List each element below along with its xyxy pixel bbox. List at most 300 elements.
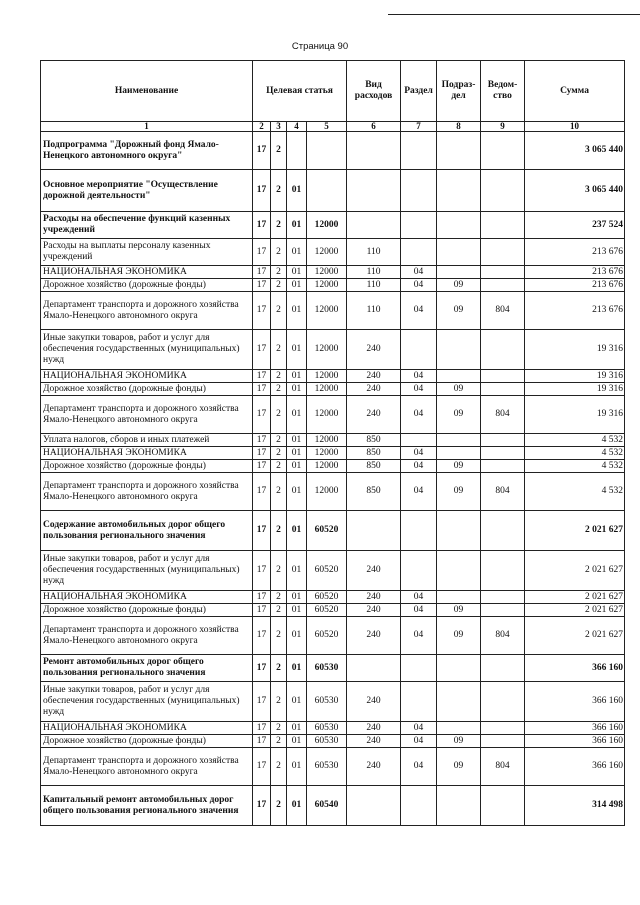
row-department: 804	[481, 748, 525, 786]
row-subsection	[437, 722, 481, 735]
row-program: 17	[253, 132, 271, 170]
row-event: 01	[287, 655, 307, 682]
row-department	[481, 279, 525, 292]
row-exp-type: 850	[347, 460, 401, 473]
row-section	[401, 170, 437, 212]
col-number: 9	[481, 122, 525, 132]
row-program: 17	[253, 511, 271, 551]
row-department	[481, 170, 525, 212]
row-subsection	[437, 370, 481, 383]
row-department	[481, 735, 525, 748]
row-direction: 60520	[307, 511, 347, 551]
row-department	[481, 655, 525, 682]
row-name: Департамент транспорта и дорожного хозяйства Ямало-Ненецкого автономного округа	[41, 292, 253, 330]
row-name: Дорожное хозяйство (дорожные фонды)	[41, 735, 253, 748]
row-subsection: 09	[437, 617, 481, 655]
row-subsection	[437, 330, 481, 370]
col-number: 7	[401, 122, 437, 132]
row-event: 01	[287, 473, 307, 511]
col-number: 5	[307, 122, 347, 132]
row-exp-type: 110	[347, 266, 401, 279]
top-rule	[388, 14, 640, 15]
row-department: 804	[481, 292, 525, 330]
row-direction: 12000	[307, 447, 347, 460]
table-row	[41, 266, 625, 279]
row-subsection: 09	[437, 279, 481, 292]
table-row	[41, 786, 625, 826]
row-name: НАЦИОНАЛЬНАЯ ЭКОНОМИКА	[41, 266, 253, 279]
row-event: 01	[287, 617, 307, 655]
row-department	[481, 682, 525, 722]
row-subprogram: 2	[271, 292, 287, 330]
row-subprogram: 2	[271, 617, 287, 655]
row-sum: 4 532	[525, 447, 625, 460]
row-department	[481, 370, 525, 383]
row-sum: 2 021 627	[525, 604, 625, 617]
row-event	[287, 132, 307, 170]
row-event: 01	[287, 786, 307, 826]
row-subsection	[437, 239, 481, 266]
row-section: 04	[401, 473, 437, 511]
table-row	[41, 722, 625, 735]
row-department	[481, 434, 525, 447]
row-sum: 4 532	[525, 473, 625, 511]
row-subsection: 09	[437, 604, 481, 617]
row-subprogram: 2	[271, 170, 287, 212]
row-event: 01	[287, 396, 307, 434]
row-sum: 2 021 627	[525, 511, 625, 551]
table-row	[41, 655, 625, 682]
row-sum: 366 160	[525, 722, 625, 735]
row-subprogram: 2	[271, 591, 287, 604]
row-subprogram: 2	[271, 396, 287, 434]
row-program: 17	[253, 591, 271, 604]
row-program: 17	[253, 473, 271, 511]
row-event: 01	[287, 447, 307, 460]
row-department	[481, 330, 525, 370]
table-row	[41, 434, 625, 447]
row-exp-type	[347, 212, 401, 239]
row-subprogram: 2	[271, 655, 287, 682]
row-sum: 2 021 627	[525, 591, 625, 604]
row-sum: 213 676	[525, 239, 625, 266]
row-subsection	[437, 682, 481, 722]
row-department	[481, 132, 525, 170]
row-direction: 60520	[307, 551, 347, 591]
row-department: 804	[481, 617, 525, 655]
row-program: 17	[253, 655, 271, 682]
table-row	[41, 370, 625, 383]
row-subprogram: 2	[271, 279, 287, 292]
row-direction: 60530	[307, 722, 347, 735]
row-exp-type: 240	[347, 330, 401, 370]
row-subprogram: 2	[271, 604, 287, 617]
table-row	[41, 170, 625, 212]
row-section	[401, 132, 437, 170]
row-name: Иные закупки товаров, работ и услуг для обеспечения государственных (муниципальных) нужд	[41, 330, 253, 370]
row-subsection	[437, 434, 481, 447]
row-subprogram: 2	[271, 370, 287, 383]
row-section	[401, 330, 437, 370]
row-exp-type	[347, 511, 401, 551]
row-direction: 12000	[307, 473, 347, 511]
row-program: 17	[253, 396, 271, 434]
row-program: 17	[253, 617, 271, 655]
row-direction: 12000	[307, 330, 347, 370]
row-section: 04	[401, 617, 437, 655]
row-direction: 60520	[307, 604, 347, 617]
col-number: 2	[253, 122, 271, 132]
row-program: 17	[253, 370, 271, 383]
row-direction: 60540	[307, 786, 347, 826]
row-sum: 2 021 627	[525, 617, 625, 655]
row-program: 17	[253, 551, 271, 591]
col-number: 4	[287, 122, 307, 132]
row-exp-type: 240	[347, 591, 401, 604]
row-event: 01	[287, 383, 307, 396]
row-name: Дорожное хозяйство (дорожные фонды)	[41, 383, 253, 396]
row-event: 01	[287, 239, 307, 266]
row-event: 01	[287, 279, 307, 292]
col-number: 1	[41, 122, 253, 132]
row-sum: 213 676	[525, 266, 625, 279]
row-section	[401, 511, 437, 551]
row-subsection: 09	[437, 292, 481, 330]
header-name: Наименование	[41, 61, 253, 122]
row-sum: 19 316	[525, 330, 625, 370]
row-program: 17	[253, 604, 271, 617]
header-section: Раздел	[401, 61, 437, 122]
row-name: Расходы на обеспечение функций казенных учреждений	[41, 212, 253, 239]
row-subsection: 09	[437, 735, 481, 748]
row-section: 04	[401, 604, 437, 617]
row-direction: 12000	[307, 434, 347, 447]
row-subprogram: 2	[271, 786, 287, 826]
row-name: НАЦИОНАЛЬНАЯ ЭКОНОМИКА	[41, 722, 253, 735]
row-exp-type	[347, 132, 401, 170]
row-section: 04	[401, 735, 437, 748]
row-subsection	[437, 266, 481, 279]
row-sum: 4 532	[525, 460, 625, 473]
table-row	[41, 460, 625, 473]
row-name: Иные закупки товаров, работ и услуг для обеспечения государственных (муниципальных) нужд	[41, 551, 253, 591]
row-department	[481, 604, 525, 617]
header-row	[41, 61, 625, 122]
row-direction: 60520	[307, 591, 347, 604]
row-program: 17	[253, 170, 271, 212]
row-subprogram: 2	[271, 434, 287, 447]
row-section	[401, 655, 437, 682]
row-subprogram: 2	[271, 266, 287, 279]
row-department	[481, 447, 525, 460]
row-subsection: 09	[437, 383, 481, 396]
header-department: Ведом-ство	[481, 61, 525, 122]
row-name: Департамент транспорта и дорожного хозяйства Ямало-Ненецкого автономного округа	[41, 617, 253, 655]
row-subsection: 09	[437, 396, 481, 434]
row-sum: 366 160	[525, 735, 625, 748]
row-name: Иные закупки товаров, работ и услуг для обеспечения государственных (муниципальных) нужд	[41, 682, 253, 722]
row-direction: 60530	[307, 655, 347, 682]
row-subprogram: 2	[271, 132, 287, 170]
table-row	[41, 212, 625, 239]
row-direction: 12000	[307, 212, 347, 239]
table-row	[41, 682, 625, 722]
row-direction: 12000	[307, 460, 347, 473]
row-exp-type: 110	[347, 239, 401, 266]
row-direction	[307, 132, 347, 170]
row-direction: 60530	[307, 682, 347, 722]
row-subsection: 09	[437, 748, 481, 786]
row-exp-type: 240	[347, 370, 401, 383]
row-exp-type: 850	[347, 473, 401, 511]
row-section: 04	[401, 460, 437, 473]
table-row	[41, 330, 625, 370]
row-event: 01	[287, 511, 307, 551]
row-program: 17	[253, 330, 271, 370]
row-direction: 12000	[307, 266, 347, 279]
row-name: НАЦИОНАЛЬНАЯ ЭКОНОМИКА	[41, 591, 253, 604]
row-exp-type: 110	[347, 279, 401, 292]
table-row	[41, 396, 625, 434]
row-subsection	[437, 447, 481, 460]
row-name: Ремонт автомобильных дорог общего пользования регионального значения	[41, 655, 253, 682]
row-subsection	[437, 786, 481, 826]
row-name: Подпрограмма "Дорожный фонд Ямало-Ненецкого автономного округа"	[41, 132, 253, 170]
row-department	[481, 212, 525, 239]
row-subprogram: 2	[271, 383, 287, 396]
row-department	[481, 591, 525, 604]
row-event: 01	[287, 292, 307, 330]
row-section	[401, 434, 437, 447]
row-name: Департамент транспорта и дорожного хозяйства Ямало-Ненецкого автономного округа	[41, 396, 253, 434]
row-name: Департамент транспорта и дорожного хозяйства Ямало-Ненецкого автономного округа	[41, 748, 253, 786]
budget-table	[40, 60, 625, 826]
row-name: Дорожное хозяйство (дорожные фонды)	[41, 604, 253, 617]
header-target: Целевая статья	[253, 61, 347, 122]
row-exp-type: 240	[347, 735, 401, 748]
row-event: 01	[287, 591, 307, 604]
row-exp-type: 240	[347, 682, 401, 722]
row-exp-type: 240	[347, 383, 401, 396]
row-subsection	[437, 591, 481, 604]
row-subsection: 09	[437, 460, 481, 473]
row-direction: 12000	[307, 279, 347, 292]
row-sum: 2 021 627	[525, 551, 625, 591]
table-row	[41, 617, 625, 655]
table-row	[41, 748, 625, 786]
row-program: 17	[253, 748, 271, 786]
row-exp-type	[347, 786, 401, 826]
row-program: 17	[253, 212, 271, 239]
row-sum: 213 676	[525, 292, 625, 330]
row-event: 01	[287, 682, 307, 722]
row-department	[481, 511, 525, 551]
row-program: 17	[253, 279, 271, 292]
row-event: 01	[287, 604, 307, 617]
row-subprogram: 2	[271, 330, 287, 370]
table-row	[41, 473, 625, 511]
row-sum: 19 316	[525, 370, 625, 383]
row-sum: 19 316	[525, 383, 625, 396]
row-section: 04	[401, 748, 437, 786]
row-department	[481, 460, 525, 473]
row-program: 17	[253, 292, 271, 330]
row-program: 17	[253, 735, 271, 748]
row-subprogram: 2	[271, 447, 287, 460]
row-event: 01	[287, 434, 307, 447]
row-department	[481, 239, 525, 266]
row-subprogram: 2	[271, 735, 287, 748]
row-department: 804	[481, 473, 525, 511]
row-direction: 12000	[307, 396, 347, 434]
row-name: Капитальный ремонт автомобильных дорог общего пользования регионального значения	[41, 786, 253, 826]
header-sum: Сумма	[525, 61, 625, 122]
table-row	[41, 551, 625, 591]
row-sum: 3 065 440	[525, 170, 625, 212]
header-subsection: Подраз-дел	[437, 61, 481, 122]
table-body	[41, 132, 625, 826]
row-subsection: 09	[437, 473, 481, 511]
table-row	[41, 383, 625, 396]
row-section	[401, 212, 437, 239]
row-department: 804	[481, 396, 525, 434]
row-event: 01	[287, 212, 307, 239]
table-row	[41, 735, 625, 748]
row-exp-type	[347, 170, 401, 212]
col-number: 6	[347, 122, 401, 132]
table-row	[41, 239, 625, 266]
row-subprogram: 2	[271, 682, 287, 722]
row-exp-type: 240	[347, 748, 401, 786]
row-section	[401, 239, 437, 266]
row-sum: 213 676	[525, 279, 625, 292]
row-name: Основное мероприятие "Осуществление дорожной деятельности"	[41, 170, 253, 212]
row-subprogram: 2	[271, 722, 287, 735]
row-name: НАЦИОНАЛЬНАЯ ЭКОНОМИКА	[41, 370, 253, 383]
row-program: 17	[253, 460, 271, 473]
row-section	[401, 786, 437, 826]
row-name: Содержание автомобильных дорог общего пользования регионального значения	[41, 511, 253, 551]
row-subprogram: 2	[271, 212, 287, 239]
row-event: 01	[287, 170, 307, 212]
row-direction	[307, 170, 347, 212]
table-row	[41, 279, 625, 292]
row-name: Уплата налогов, сборов и иных платежей	[41, 434, 253, 447]
row-exp-type: 240	[347, 722, 401, 735]
column-number-row	[41, 122, 625, 132]
row-event: 01	[287, 735, 307, 748]
row-department	[481, 383, 525, 396]
row-direction: 60530	[307, 735, 347, 748]
table-row	[41, 132, 625, 170]
row-sum: 3 065 440	[525, 132, 625, 170]
row-exp-type: 240	[347, 551, 401, 591]
row-program: 17	[253, 447, 271, 460]
row-sum: 4 532	[525, 434, 625, 447]
row-sum: 237 524	[525, 212, 625, 239]
row-subsection	[437, 212, 481, 239]
row-name: Дорожное хозяйство (дорожные фонды)	[41, 279, 253, 292]
row-section: 04	[401, 279, 437, 292]
row-event: 01	[287, 551, 307, 591]
row-sum: 366 160	[525, 655, 625, 682]
row-event: 01	[287, 748, 307, 786]
col-number: 10	[525, 122, 625, 132]
row-department	[481, 266, 525, 279]
row-exp-type: 110	[347, 292, 401, 330]
row-event: 01	[287, 370, 307, 383]
row-direction: 12000	[307, 292, 347, 330]
row-exp-type: 850	[347, 434, 401, 447]
row-direction: 60520	[307, 617, 347, 655]
row-section: 04	[401, 722, 437, 735]
row-department	[481, 722, 525, 735]
col-number: 8	[437, 122, 481, 132]
col-number: 3	[271, 122, 287, 132]
row-section: 04	[401, 370, 437, 383]
row-event: 01	[287, 266, 307, 279]
table-row	[41, 591, 625, 604]
row-name: Департамент транспорта и дорожного хозяйства Ямало-Ненецкого автономного округа	[41, 473, 253, 511]
row-section: 04	[401, 447, 437, 460]
page-number: Страница 90	[291, 41, 349, 52]
table-row	[41, 511, 625, 551]
row-program: 17	[253, 722, 271, 735]
row-program: 17	[253, 266, 271, 279]
row-section: 04	[401, 266, 437, 279]
row-exp-type: 240	[347, 617, 401, 655]
row-sum: 19 316	[525, 396, 625, 434]
row-subsection	[437, 511, 481, 551]
row-direction: 12000	[307, 239, 347, 266]
row-event: 01	[287, 330, 307, 370]
row-subprogram: 2	[271, 748, 287, 786]
row-direction: 12000	[307, 383, 347, 396]
row-section: 04	[401, 292, 437, 330]
row-exp-type: 850	[347, 447, 401, 460]
row-program: 17	[253, 682, 271, 722]
row-direction: 60530	[307, 748, 347, 786]
row-subprogram: 2	[271, 551, 287, 591]
row-subprogram: 2	[271, 473, 287, 511]
row-section	[401, 551, 437, 591]
row-program: 17	[253, 239, 271, 266]
row-program: 17	[253, 434, 271, 447]
row-subprogram: 2	[271, 239, 287, 266]
row-sum: 366 160	[525, 682, 625, 722]
row-sum: 314 498	[525, 786, 625, 826]
row-department	[481, 551, 525, 591]
row-subsection	[437, 551, 481, 591]
row-event: 01	[287, 722, 307, 735]
row-name: Дорожное хозяйство (дорожные фонды)	[41, 460, 253, 473]
row-section	[401, 682, 437, 722]
row-exp-type: 240	[347, 604, 401, 617]
table-row	[41, 447, 625, 460]
row-program: 17	[253, 383, 271, 396]
row-event: 01	[287, 460, 307, 473]
row-subsection	[437, 170, 481, 212]
row-direction: 12000	[307, 370, 347, 383]
row-name: Расходы на выплаты персоналу казенных учреждений	[41, 239, 253, 266]
row-subprogram: 2	[271, 460, 287, 473]
row-section: 04	[401, 383, 437, 396]
row-subprogram: 2	[271, 511, 287, 551]
row-program: 17	[253, 786, 271, 826]
row-subsection	[437, 132, 481, 170]
row-department	[481, 786, 525, 826]
row-exp-type: 240	[347, 396, 401, 434]
